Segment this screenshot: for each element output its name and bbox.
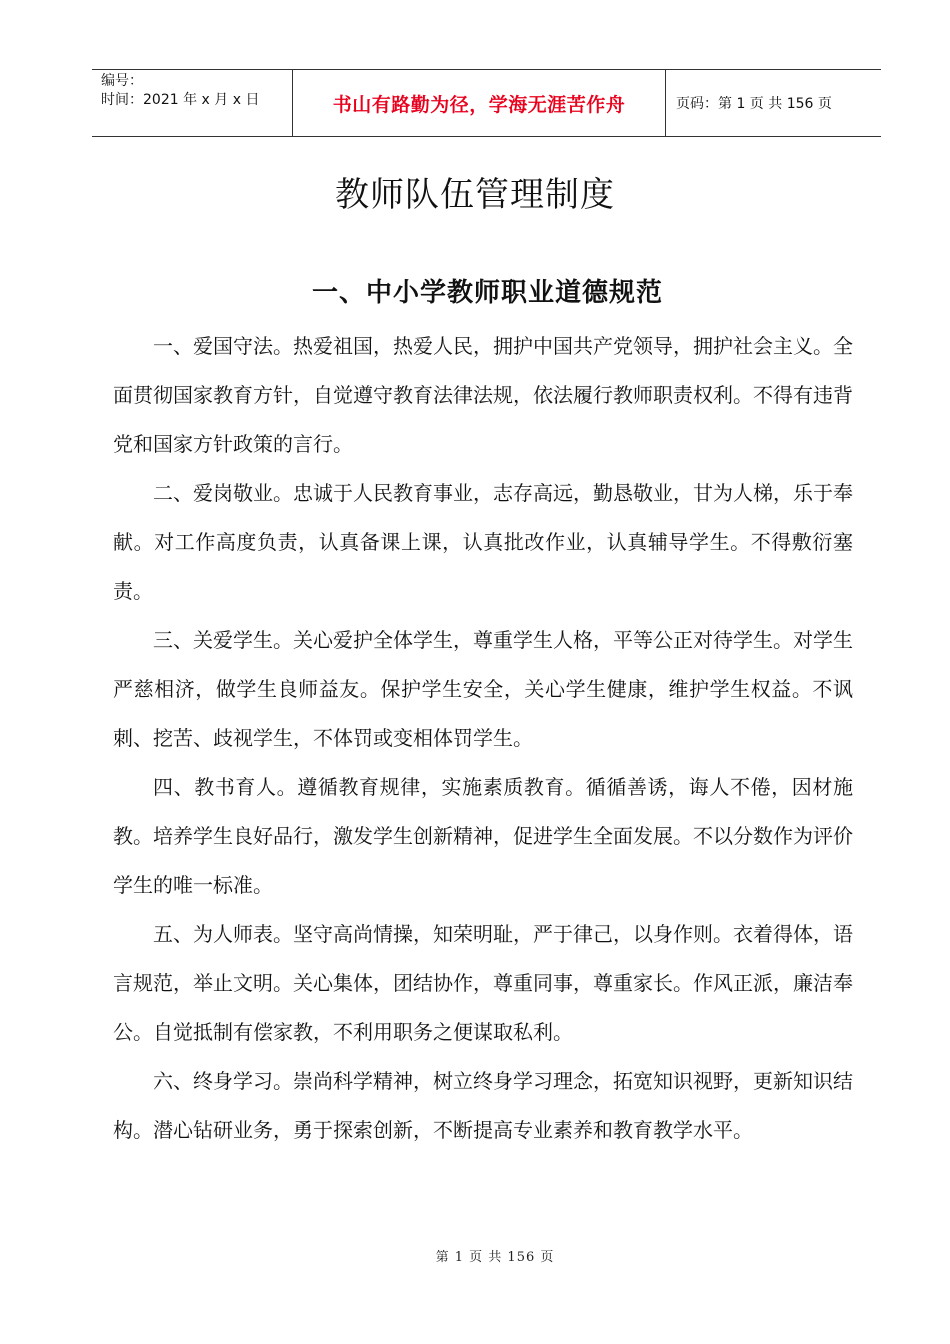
page-info: 页码：第 1 页 共 156 页 <box>676 96 832 112</box>
page-footer: 第 1 页 共 156 页 <box>435 1250 555 1265</box>
paragraph: 六、终身学习。崇尚科学精神，树立终身学习理念，拓宽知识视野，更新知识结构。潜心钻研业务，勇于探索创新，不断提高专业素养和教育教学水平。 <box>113 1069 853 1142</box>
paragraph: 五、为人师表。坚守高尚情操，知荣明耻，严于律己，以身作则。衣着得体，语言规范，举止文明。关心集体，团结协作，尊重同事，尊重家长。作风正派，廉洁奉公。自觉抵制有偿家教，不利用职务之便谋取私利。 <box>113 922 853 1044</box>
header-motto-cell <box>292 70 666 136</box>
motto-text: 书山有路勤为径，学海无涯苦作舟 <box>332 93 626 116</box>
header-table <box>92 69 881 137</box>
paragraph: 四、教书育人。遵循教育规律，实施素质教育。循循善诱，诲人不倦，因材施教。培养学生良好品行，激发学生创新精神，促进学生全面发展。不以分数作为评价学生的唯一标准。 <box>113 775 853 897</box>
code-label: 编号： <box>101 73 143 89</box>
document-body <box>113 322 853 1155</box>
document-title: 教师队伍管理制度 <box>335 175 615 215</box>
time-label: 时间：2021 年 x 月 x 日 <box>101 92 260 108</box>
paragraph: 一、爱国守法。热爱祖国，热爱人民，拥护中国共产党领导，拥护社会主义。全面贯彻国家教育方针，自觉遵守教育法律法规，依法履行教师职责权利。不得有违背党和国家方针政策的言行。 <box>113 334 853 456</box>
paragraph: 三、关爱学生。关心爱护全体学生，尊重学生人格，平等公正对待学生。对学生严慈相济，做学生良师益友。保护学生安全，关心学生健康，维护学生权益。不讽刺、挖苦、歧视学生，不体罚或变相体罚学生。 <box>113 628 853 750</box>
paragraph: 二、爱岗敬业。忠诚于人民教育事业，志存高远，勤恳敬业，甘为人梯，乐于奉献。对工作高度负责，认真备课上课，认真批改作业，认真辅导学生。不得敷衍塞责。 <box>113 481 853 603</box>
header-meta-cell <box>92 70 292 136</box>
section-title: 一、中小学教师职业道德规范 <box>311 278 663 308</box>
header-page-cell <box>666 70 881 136</box>
